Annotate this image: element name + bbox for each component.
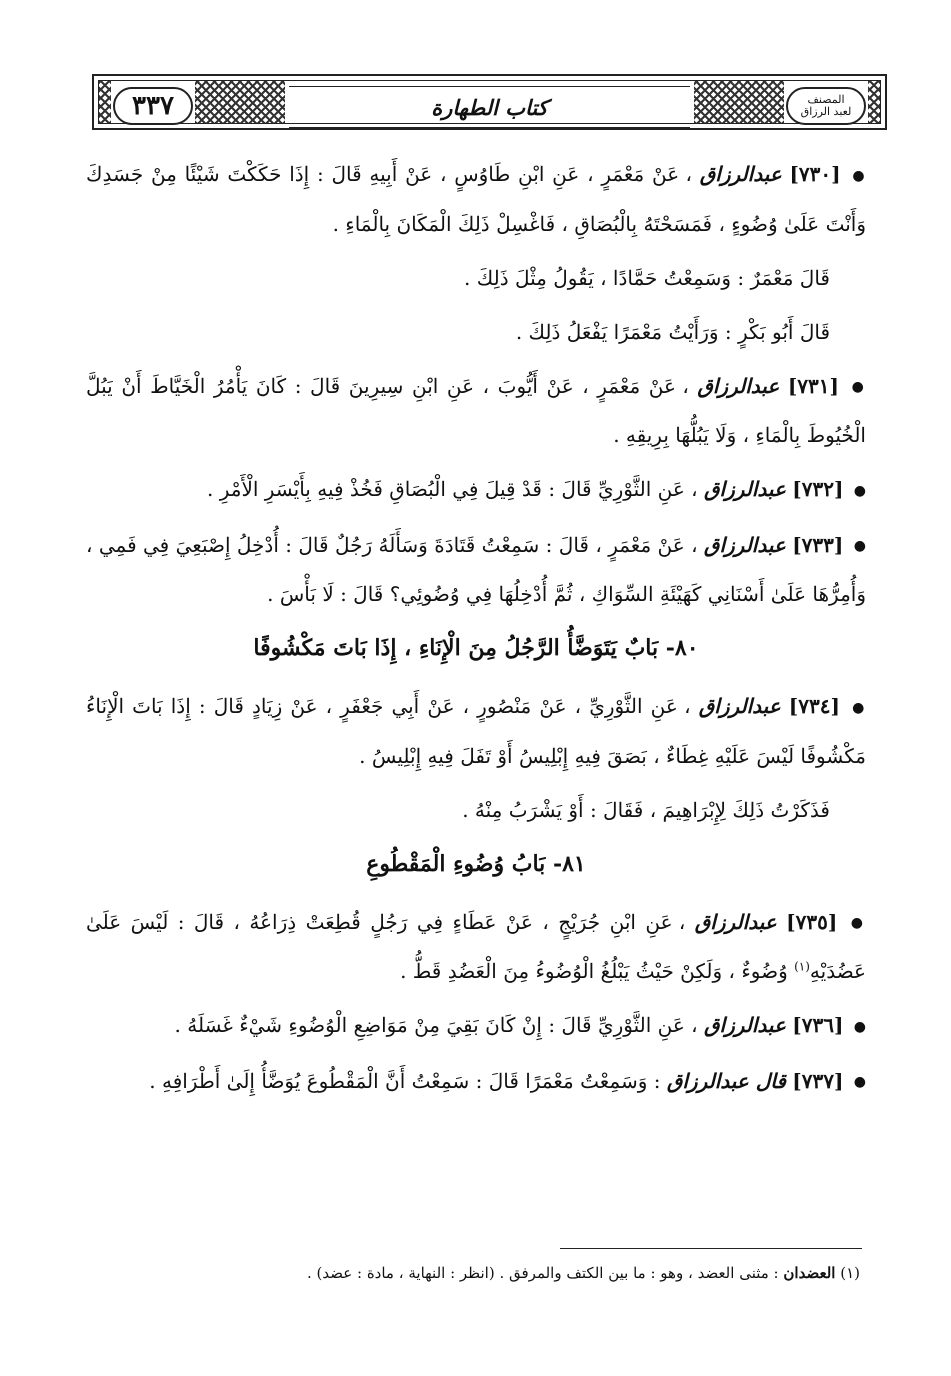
hadith-number: [٧٣٧] [792, 1068, 844, 1093]
bullet-icon: ● [852, 167, 866, 184]
hadith-text: ، عَنِ الثَّوْرِيِّ ، عَنْ مَنْصُورٍ ، عَنْ أَبِي جَعْفَرٍ ، عَنْ زِيَادٍ قَالَ : إِذَا بَاتَ الْإِنَاءُ مَكْشُوفًا لَيْسَ عَلَيْهِ غِطَاءٌ ، بَصَقَ فِيهِ إِبْلِيسُ أَوْ تَفَلَ فِيهِ إِبْلِيسُ . [86, 694, 866, 768]
hadith-number: [٧٣١] [787, 373, 839, 398]
hadith-text-continued: وُضُوءٌ ، وَلَكِنْ حَيْثُ يَبْلُغُ الْوُضُوءُ مِنَ الْعَضُدِ قَطُّ . [400, 959, 788, 983]
page-body [86, 150, 866, 1112]
hadith-735 [86, 898, 866, 996]
hadith-number: [٧٣٢] [792, 477, 844, 501]
header-ornament-right [694, 81, 784, 123]
header-frame [98, 80, 881, 124]
hadith-number: [٧٣٥] [786, 909, 838, 934]
hadith-736 [86, 1001, 866, 1051]
hadith-733 [86, 521, 866, 619]
book-logo [801, 94, 852, 118]
header-ornament-right-edge [868, 81, 880, 123]
bullet-icon: ● [850, 915, 867, 931]
footnote [180, 1262, 860, 1284]
footnote-divider [560, 1248, 862, 1249]
comment-line: فَذَكَرْتُ ذَلِكَ لِإِبْرَاهِيمَ ، فَقَالَ : أَوْ يَشْرَبُ مِنْهُ . [462, 797, 830, 822]
narrator: قال عبدالرزاق [666, 1068, 786, 1093]
hadith-number: [٧٣٠] [789, 162, 841, 186]
hadith-text: ، عَنْ مَعْمَرٍ ، قَالَ : سَمِعْتُ قَتَادَةَ وَسَأَلَهُ رَجُلٌ قَالَ : أُدْخِلُ إِصْبَعِيَ فِي فَمِي ، وَأُمِرُّهَا عَلَىٰ أَسْنَانِي كَهَيْئَةِ السِّوَاكِ ، ثُمَّ أُدْخِلُهَا فِي وُضُوئِي؟ قَالَ : لَا بَأْسَ . [86, 532, 866, 606]
narrator: عبدالرزاق [699, 162, 782, 186]
hadith-text: ، عَنْ مَعْمَرٍ ، عَنِ ابْنِ طَاوُسٍ ، عَنْ أَبِيهِ قَالَ : إِذَا حَكَكْتَ شَيْئًا مِنْ جَسَدِكَ وَأَنْتَ عَلَىٰ وُضُوءٍ ، فَمَسَحْتَهُ بِالْبُصَاقِ ، فَاغْسِلْ ذَلِكَ الْمَكَانَ بِالْمَاءِ . [86, 162, 866, 236]
bullet-icon: ● [853, 1074, 866, 1090]
hadith-732 [86, 465, 866, 515]
hadith-number: [٧٣٤] [788, 694, 840, 718]
hadith-737 [86, 1057, 866, 1107]
chapter-title-box [289, 86, 690, 128]
book-logo-line2: لعبد الرزاق [800, 105, 852, 118]
bullet-icon: ● [853, 482, 866, 499]
comment-line: قَالَ مَعْمَرٌ : وَسَمِعْتُ حَمَّادًا ، يَقُولُ مِثْلَ ذَلِكَ . [464, 265, 830, 290]
footnote-text: : مثنى العضد ، وهو : ما بين الكتف والمرفق . (انظر : النهاية ، مادة : عضد) . [307, 1264, 779, 1282]
bullet-icon: ● [853, 538, 867, 554]
hadith-number: [٧٣٣] [792, 532, 844, 557]
bullet-icon: ● [851, 379, 867, 395]
narrator: عبدالرزاق [697, 373, 780, 398]
hadith-text: ، عَنِ الثَّوْرِيِّ قَالَ : قَدْ قِيلَ فِي الْبُصَاقِ فَخُذْ فِيهِ بِأَيْسَرِ الْأَمْرِ . [206, 477, 698, 501]
book-logo-cartouche [786, 87, 866, 125]
header-ornament-left [195, 81, 285, 123]
hadith-text: ، عَنِ ابْنِ جُرَيْجٍ ، عَنْ عَطَاءٍ فِي رَجُلٍ قُطِعَتْ ذِرَاعُهُ ، قَالَ : لَيْسَ عَلَىٰ عَضُدَيْهِ [86, 909, 866, 983]
hadith-734 [86, 682, 866, 780]
chapter-title: كتاب الطهارة [431, 94, 548, 120]
page-header [92, 74, 887, 130]
section-heading-81: ٨١- بَابُ وُضُوءِ الْمَقْطُوعِ [366, 850, 586, 877]
narrator: عبدالرزاق [703, 532, 786, 557]
page-number: ٣٣٧ [132, 91, 174, 121]
hadith-number: [٧٣٦] [792, 1013, 844, 1037]
narrator: عبدالرزاق [704, 1013, 786, 1037]
header-ornament-left-edge [99, 81, 111, 123]
section-heading-80: ٨٠- بَابٌ يَتَوَضَّأُ الرَّجُلُ مِنَ الْإِنَاءِ ، إِذَا بَاتَ مَكْشُوفًا [253, 635, 699, 661]
footnote-term: العضدان [783, 1264, 836, 1282]
narrator: عبدالرزاق [698, 694, 781, 718]
narrator: عبدالرزاق [704, 477, 786, 501]
footnote-marker[interactable]: (١) [794, 959, 810, 974]
bullet-icon: ● [852, 699, 867, 716]
hadith-text: : وَسَمِعْتُ مَعْمَرًا قَالَ : سَمِعْتُ أَنَّ الْمَقْطُوعَ يُوَضَّأُ إِلَىٰ أَطْرَافِهِ . [149, 1068, 661, 1093]
footnote-number: (١) [840, 1264, 860, 1282]
book-logo-line1: المصنف [807, 93, 845, 106]
hadith-text: ، عَنِ الثَّوْرِيِّ قَالَ : إِنْ كَانَ بَقِيَ مِنْ مَوَاضِعِ الْوُضُوءِ شَيْءٌ غَسَلَهُ . [174, 1013, 698, 1037]
hadith-730 [86, 150, 866, 248]
comment-line: قَالَ أَبُو بَكْرٍ : وَرَأَيْتُ مَعْمَرًا يَفْعَلُ ذَلِكَ . [515, 319, 830, 344]
narrator: عبدالرزاق [694, 909, 777, 934]
hadith-text: ، عَنْ مَعْمَرٍ ، عَنْ أَيُّوبَ ، عَنِ ابْنِ سِيرِينَ قَالَ : كَانَ يَأْمُرُ الْخَيَّاطَ أَنْ يَبُلَّ الْخُيُوطَ بِالْمَاءِ ، وَلَا يَبُلُّهَا بِرِيقِهِ . [86, 373, 866, 447]
page-number-cartouche [113, 87, 193, 125]
bullet-icon: ● [853, 1018, 866, 1035]
hadith-731 [86, 362, 866, 460]
